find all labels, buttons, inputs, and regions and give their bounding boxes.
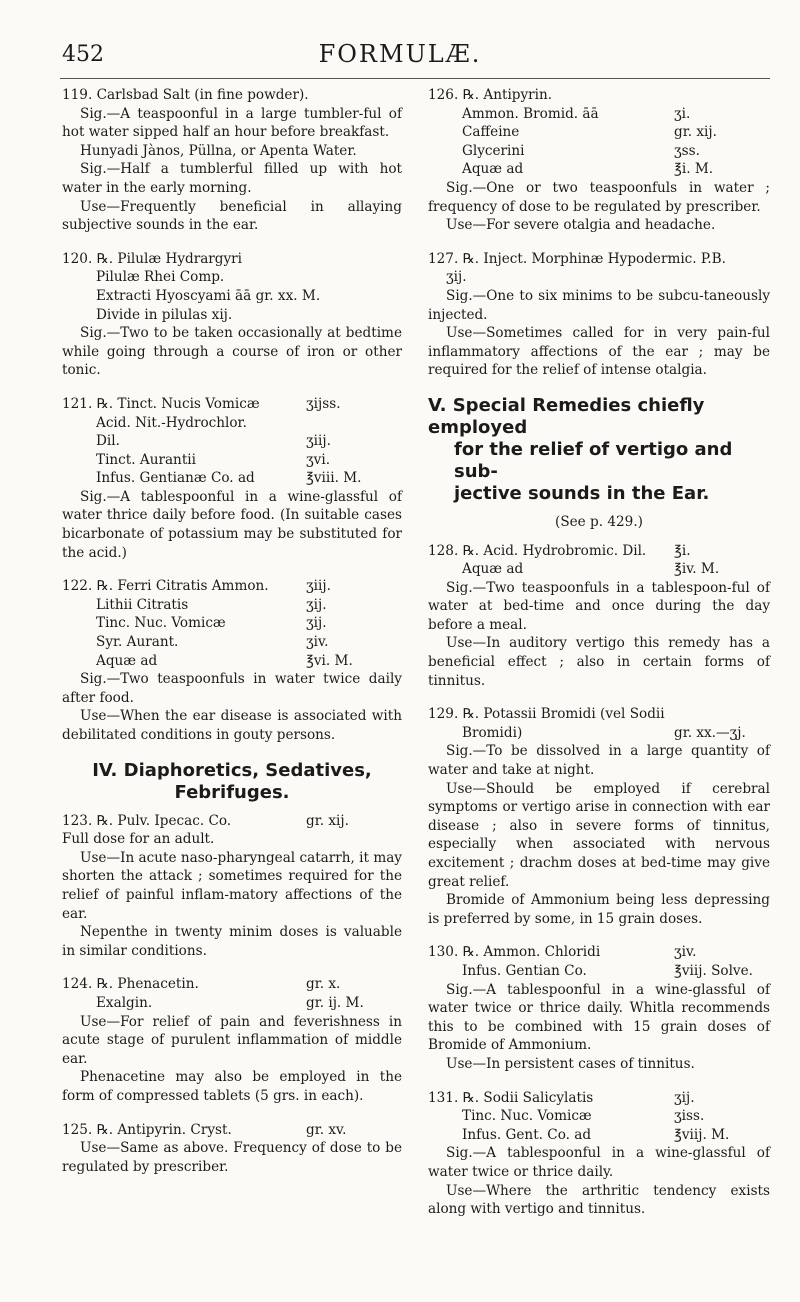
- rx-label: Tinct. Aurantii: [96, 451, 196, 468]
- rx-amount: gr. xv.: [306, 1121, 347, 1138]
- rx-line: [62, 414, 402, 433]
- right-column: [428, 86, 770, 1234]
- heading-line: for the relief of vertigo and sub-: [454, 438, 733, 482]
- rx-line: [62, 633, 402, 652]
- rx-line: [62, 652, 402, 671]
- rx-rows: [62, 395, 402, 488]
- rx-amount: ʒvi.: [306, 451, 331, 468]
- use-note: Use—For relief of pain and feverishness in acute stage of purulent inflammation of middle ear.: [62, 1013, 402, 1067]
- formula-125: [62, 1121, 402, 1177]
- rx-rows: [62, 577, 402, 670]
- rx-line: [62, 614, 402, 633]
- left-column: [62, 86, 402, 1191]
- rx-label: Infus. Gent. Co. ad: [462, 1126, 592, 1143]
- cross-reference: (See p. 429.): [555, 513, 643, 530]
- rx-amount: ℥i.: [674, 542, 691, 559]
- formula-128: [428, 542, 770, 691]
- use-note: Use—In persistent cases of tinnitus.: [446, 1055, 695, 1072]
- rx-line: Pilulæ Rhei Comp.: [96, 269, 225, 286]
- rx-amount: gr. xij.: [306, 812, 349, 829]
- rx-line: Extracti Hyoscyami āā gr. xx. M.: [96, 287, 321, 304]
- rx-label: 124. ℞. Phenacetin.: [62, 976, 199, 993]
- rx-line: [62, 812, 402, 831]
- rx-label: Infus. Gentian Co.: [462, 962, 587, 979]
- rx-label: Aquæ ad: [96, 652, 158, 669]
- rx-amount: ℥iv. M.: [674, 561, 720, 578]
- rx-amount: ʒi.: [674, 105, 691, 122]
- rx-line: [428, 724, 770, 743]
- rx-line: [428, 142, 770, 161]
- section-heading-iv: [62, 760, 402, 804]
- rx-line: [62, 975, 402, 994]
- rx-label: Aquæ ad: [462, 161, 524, 178]
- rx-rows: [428, 542, 770, 579]
- rx-line: [62, 451, 402, 470]
- rx-label: Syr. Aurant.: [96, 634, 179, 651]
- rx-label: Tinc. Nuc. Vomicæ: [462, 1108, 592, 1125]
- rx-line: Divide in pilulas xij.: [96, 306, 233, 323]
- formula-124: [62, 975, 402, 1105]
- rx-amount: gr. xij.: [674, 124, 717, 141]
- rx-line: [428, 962, 770, 981]
- rx-line: 129. ℞. Potassii Bromidi (vel Sodii: [428, 706, 665, 723]
- rx-amount: ℥viij. Solve.: [674, 962, 753, 979]
- rx-amount: ʒij.: [446, 269, 467, 286]
- use-note: Use—Frequently beneficial in allaying subjective sounds in the ear.: [62, 198, 402, 234]
- signature: Sig.—To be dissolved in a large quantity of water and take at night.: [428, 743, 770, 779]
- rx-rows: [428, 1089, 770, 1145]
- note: Nepenthe in twenty minim doses is valuable in similar conditions.: [62, 924, 402, 959]
- use-note: Use—For severe otalgia and headache.: [446, 217, 716, 234]
- heading-line: V. Special Remedies chiefly employed: [428, 394, 705, 438]
- rx-amount: ʒij.: [306, 615, 327, 632]
- signature: Sig.—Two teaspoonfuls in a tablespoon-ful of water at bed-time and once during the day before a meal.: [428, 579, 770, 633]
- header-rule: [60, 78, 770, 79]
- rx-line: [428, 86, 770, 105]
- rx-label: 126. ℞. Antipyrin.: [428, 87, 553, 103]
- rx-amount: ʒss.: [674, 142, 700, 159]
- rx-amount: ʒiv.: [306, 634, 329, 651]
- rx-amount: ℥i. M.: [674, 161, 714, 178]
- rx-line: [428, 542, 770, 561]
- formula-126: [428, 86, 770, 235]
- rx-label: Infus. Gentianæ Co. ad: [96, 470, 255, 487]
- rx-line: [428, 105, 770, 124]
- formula-129: [428, 705, 770, 928]
- rx-rows: [428, 86, 770, 179]
- signature: Sig.—One or two teaspoonfuls in water ; frequency of dose to be regulated by prescriber.: [428, 179, 770, 215]
- formula-123: [62, 812, 402, 961]
- rx-amount: ℥viij. M.: [674, 1126, 730, 1143]
- rx-label: 130. ℞. Ammon. Chloridi: [428, 944, 601, 961]
- heading-line: jective sounds in the Ear.: [454, 482, 710, 504]
- signature: Sig.—A tablespoonful in a wine-glassful of water twice or thrice daily. Whitla recommends this to be combined with 15 grain doses of Bromide of Ammonium.: [428, 981, 770, 1054]
- rx-amount: ʒiv.: [674, 944, 697, 961]
- use-note: Use—When the ear disease is associated with debilitated conditions in gouty persons.: [62, 708, 402, 743]
- rx-rows: [428, 943, 770, 980]
- rx-amount: ʒij.: [674, 1089, 695, 1106]
- signature: Sig.—A tablespoonful in a wine-glassful of water twice or thrice daily.: [428, 1145, 770, 1180]
- formula-122: [62, 577, 402, 744]
- rx-amount: gr. ij. M.: [306, 994, 364, 1011]
- rx-amount: gr. x.: [306, 976, 341, 993]
- page-number: 452: [62, 42, 104, 67]
- rx-amount: gr. xx.—ʒj.: [674, 724, 746, 741]
- rx-amount: ʒiij.: [306, 433, 331, 450]
- rx-label: Ammon. Bromid. āā: [462, 105, 599, 122]
- rx-label: Exalgin.: [96, 994, 153, 1011]
- note: Phenacetine may also be employed in the form of compressed tablets (5 grs. in each).: [62, 1069, 402, 1104]
- rx-amount: ʒijss.: [306, 395, 341, 412]
- page-header: [0, 34, 800, 74]
- rx-line: 127. ℞. Inject. Morphinæ Hypodermic. P.B.: [428, 250, 726, 267]
- rx-line: [428, 123, 770, 142]
- rx-amount: ℥vi. M.: [306, 652, 353, 669]
- rx-label: 121. ℞. Tinct. Nucis Vomicæ: [62, 395, 260, 412]
- rx-amount: ʒij.: [306, 596, 327, 613]
- formula-title: 119. Carlsbad Salt (in fine powder).: [62, 87, 309, 103]
- signature: Sig.—Two to be taken occasionally at bedtime while going through a course of iron or other tonic.: [62, 325, 402, 379]
- signature: Sig.—A teaspoonful in a large tumbler-ful of hot water sipped half an hour before breakfast.: [62, 105, 402, 141]
- signature: Sig.—Two teaspoonfuls in water twice daily after food.: [62, 671, 402, 706]
- rx-label: Caffeine: [462, 124, 520, 141]
- section-heading-v: [428, 395, 770, 505]
- dose-note: Full dose for an adult.: [62, 831, 215, 848]
- rx-line: [62, 577, 402, 596]
- rx-label: 125. ℞. Antipyrin. Cryst.: [62, 1121, 232, 1138]
- rx-label: Aquæ ad: [462, 561, 524, 578]
- use-note: Use—In auditory vertigo this remedy has a beneficial effect ; also in certain forms of tinnitus.: [428, 635, 770, 689]
- rx-amount: ʒiss.: [674, 1108, 705, 1125]
- heading-line: IV. Diaphoretics, Sedatives,: [92, 759, 372, 781]
- use-note: Use—Sometimes called for in very pain-ful inflammatory affections of the ear ; may be required for the relief of intense otalgia.: [428, 325, 770, 379]
- rx-rows: [62, 975, 402, 1012]
- rx-line: [428, 560, 770, 579]
- rx-label: Tinc. Nuc. Vomicæ: [96, 615, 226, 632]
- use-note: Use—Where the arthritic tendency exists along with vertigo and tinnitus.: [428, 1182, 770, 1218]
- rx-amount: [674, 86, 770, 105]
- running-title: FORMULÆ.: [318, 40, 482, 68]
- signature: Sig.—One to six minims to be subcu-taneously injected.: [428, 287, 770, 323]
- alternative: Hunyadi Jànos, Püllna, or Apenta Water.: [80, 142, 357, 159]
- use-note: Use—In acute naso-pharyngeal catarrh, it may shorten the attack ; sometimes required for the relief of painful inflam-matory affections of the ear.: [62, 849, 402, 922]
- formula-119: [62, 86, 402, 235]
- rx-line: [428, 1126, 770, 1145]
- rx-label: Glycerini: [462, 142, 525, 159]
- rx-line: [428, 160, 770, 179]
- formula-131: [428, 1089, 770, 1219]
- rx-line: [428, 1089, 770, 1108]
- rx-line: [62, 994, 402, 1013]
- rx-line: [428, 1107, 770, 1126]
- heading-line: Febrifuges.: [174, 781, 290, 803]
- rx-label: 123. ℞. Pulv. Ipecac. Co.: [62, 812, 232, 829]
- rx-line: [62, 596, 402, 615]
- rx-label: Bromidi): [462, 724, 523, 741]
- rx-line: [62, 395, 402, 414]
- note: Bromide of Ammonium being less depressing is preferred by some, in 15 grain doses.: [428, 892, 770, 927]
- rx-label: Dil.: [96, 433, 120, 450]
- formula-130: [428, 943, 770, 1073]
- rx-line: [428, 943, 770, 962]
- rx-label: 122. ℞. Ferri Citratis Ammon.: [62, 578, 269, 595]
- use-note: Use—Same as above. Frequency of dose to be regulated by prescriber.: [62, 1140, 402, 1175]
- signature: Sig.—A tablespoonful in a wine-glassful of water thrice daily before food. (In suitable cases bicarbonate of potassium may be substituted for the acid.): [62, 488, 402, 561]
- formula-127: [428, 250, 770, 380]
- rx-amount: [306, 414, 402, 433]
- rx-line: [62, 469, 402, 488]
- rx-label: Acid. Nit.-Hydrochlor.: [96, 414, 247, 431]
- formula-120: [62, 250, 402, 380]
- rx-line: [62, 1121, 402, 1140]
- rx-line: 120. ℞. Pilulæ Hydrargyri: [62, 250, 243, 267]
- rx-label: Lithii Citratis: [96, 596, 189, 613]
- signature: Sig.—Half a tumblerful filled up with hot water in the early morning.: [62, 161, 402, 196]
- use-note: Use—Should be employed if cerebral symptoms or vertigo arise in connection with ear disease ; also in severe forms of tinnitus, especially when associated with nervous excitement ; drachm doses at bed-time may give great relief.: [428, 780, 770, 890]
- rx-line: [62, 432, 402, 451]
- rx-amount: ℥viii. M.: [306, 470, 362, 487]
- rx-label: 128. ℞. Acid. Hydrobromic. Dil.: [428, 542, 647, 559]
- rx-label: 131. ℞. Sodii Salicylatis: [428, 1089, 594, 1106]
- rx-amount: ʒiij.: [306, 578, 331, 595]
- formula-121: [62, 395, 402, 562]
